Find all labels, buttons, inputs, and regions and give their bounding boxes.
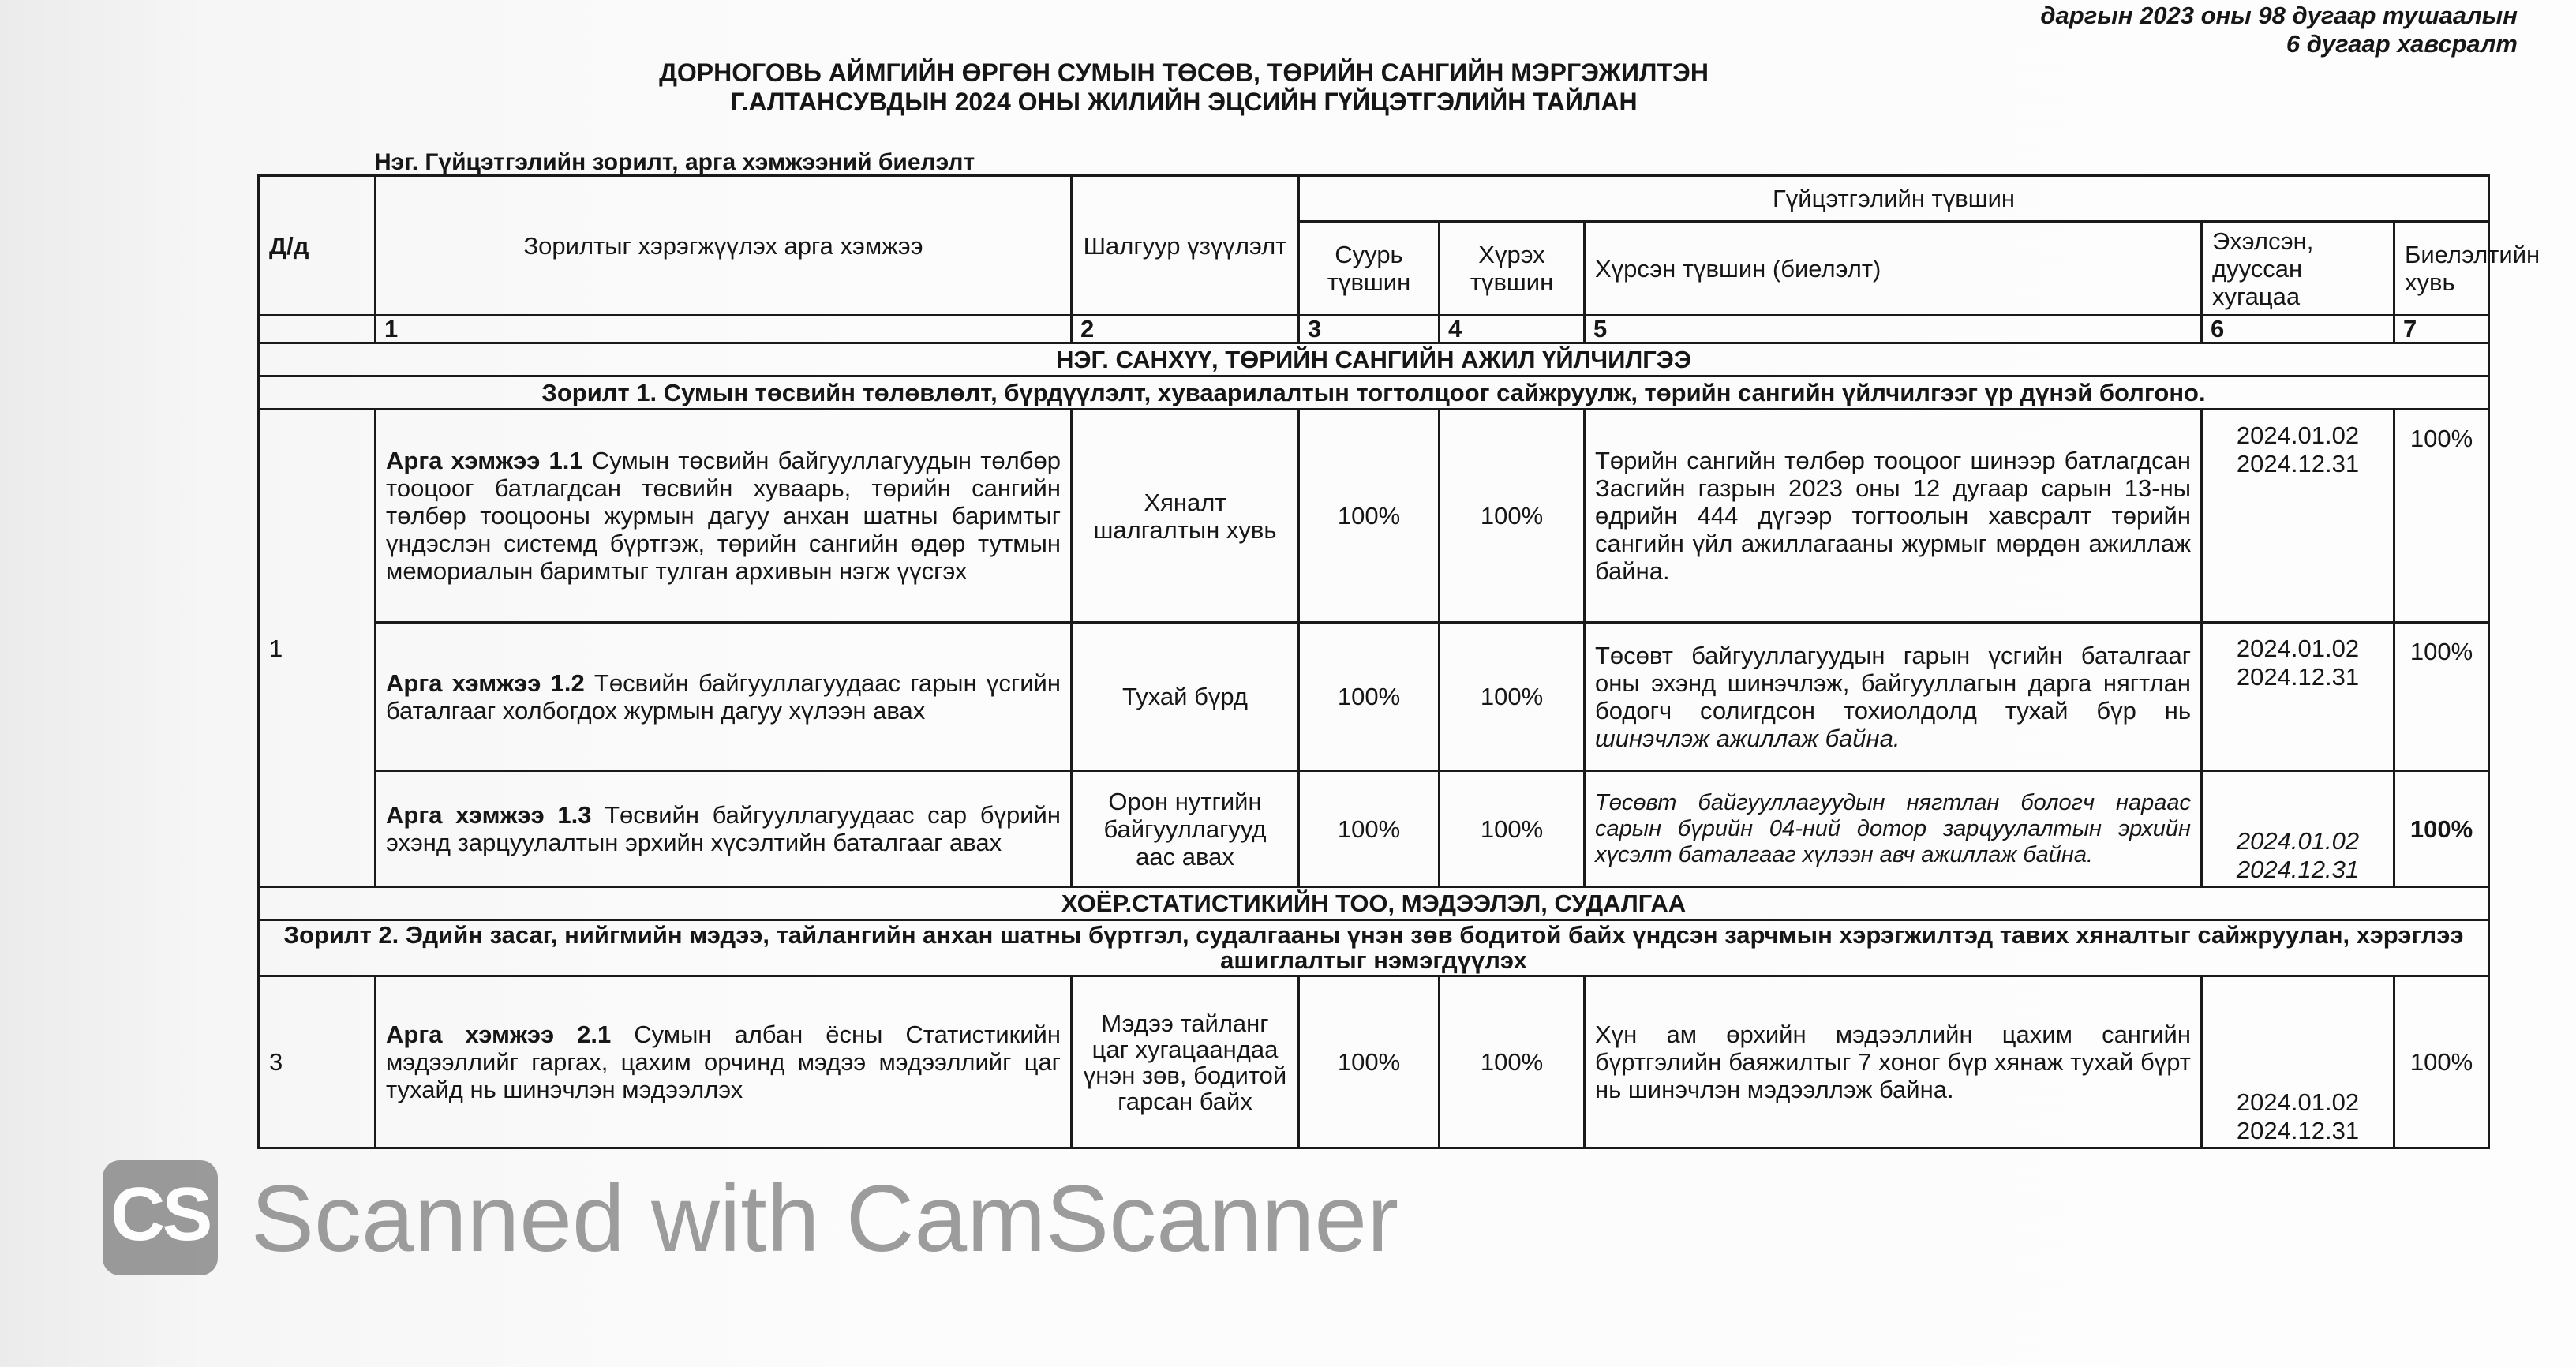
indicator-cell: Мэдээ тайланг цаг хугацаандаа үнэн зөв, бодитой гарсан байх (1072, 976, 1299, 1148)
completion-cell: 100% (2394, 410, 2489, 623)
completion-cell: 100% (2394, 976, 2489, 1148)
camscanner-watermark (103, 1160, 1399, 1279)
header-performance-level: Гүйцэтгэлийн түвшин (1299, 176, 2489, 222)
header-period: Эхэлсэн, дууссан хугацаа (2202, 222, 2394, 316)
performance-table (257, 174, 2540, 1149)
order-reference-line-2: 6 дугаар хавсралт (2286, 30, 2518, 58)
column-number: 6 (2202, 316, 2394, 343)
target-cell: 100% (1440, 410, 1585, 623)
achieved-text: Төсөвт байгууллагуудын гарын үсгийн баталгааг оны эхэнд шинэчлэж, байгууллагын дарга нягтлан бодогч солигдсон тохиолдолд тухай бүр нь (1595, 641, 2191, 725)
baseline-cell: 100% (1299, 976, 1440, 1148)
column-number: 7 (2394, 316, 2489, 343)
header-completion: Биелэлтийн хувь (2394, 222, 2489, 316)
report-title-line-2: Г.АЛТАНСУВДЫН 2024 ОНЫ ЖИЛИЙН ЭЦСИЙН ГҮЙЦЭТГЭЛИЙН ТАЙЛАН (730, 88, 1638, 116)
achieved-text: Төрийн сангийн төлбөр тооцоог шинээр батлагдсан Засгийн газрын 2023 оны 12 дугаар сарын 13-ны өдрийн 444 дүгээр тогтоолын хавсралт төрийн сангийн үйл ажиллагааны журмыг мөрдөн ажиллаж байна. (1595, 447, 2191, 585)
action-label: Арга хэмжээ 1.1 (386, 447, 583, 474)
section-heading: Нэг. Гүйцэтгэлийн зорилт, арга хэмжээний биелэлт (374, 149, 975, 175)
column-number: 1 (376, 316, 1072, 343)
header-no: Д/д (259, 176, 376, 316)
end-date: 2024.12.31 (2236, 1117, 2360, 1144)
completion-cell: 100% (2394, 771, 2489, 887)
action-label: Арга хэмжээ 1.3 (386, 801, 592, 829)
achieved-cell (1585, 976, 2202, 1148)
achieved-cell (1585, 623, 2202, 771)
start-date: 2024.01.02 (2236, 421, 2360, 449)
action-label: Арга хэмжээ 2.1 (386, 1021, 612, 1048)
target-cell: 100% (1440, 623, 1585, 771)
report-title-line-1: ДОРНОГОВЬ АЙМГИЙН ӨРГӨН СУМЫН ТӨСӨВ, ТӨРИЙН САНГИЙН МЭРГЭЖИЛТЭН (659, 58, 1709, 87)
section-band-row (259, 343, 2489, 376)
goal-1: Зорилт 1. Сумын төсвийн төлөвлөлт, бүрдүүлэлт, хуваарилалтын тогтолцоог сайжруулж, төрийн сангийн үйлчилгээг үр дүнэй болгоно. (259, 376, 2489, 410)
action-text: Төсвийн байгууллагуудаас сар бүрийн эхэнд зарцуулалтын эрхийн хүсэлтийн баталгааг авах (386, 801, 1061, 856)
achieved-text-italic: шинэчлэж ажиллаж байна. (1595, 724, 1900, 752)
table-row (259, 410, 2489, 623)
start-date: 2024.01.02 (2236, 635, 2360, 662)
camscanner-logo-text: CS (110, 1172, 210, 1257)
camscanner-watermark-text: Scanned with CamScanner (251, 1166, 1399, 1271)
header-target: Хүрэх түвшин (1440, 222, 1585, 316)
column-number-blank (259, 316, 376, 343)
action-cell (376, 771, 1072, 887)
column-number: 5 (1585, 316, 2202, 343)
period-cell (2202, 410, 2394, 623)
completion-cell: 100% (2394, 623, 2489, 771)
goal-2: Зорилт 2. Эдийн засаг, нийгмийн мэдээ, тайлангийн анхан шатны бүртгэл, судалгааны үнэн зөв бодитой байх үндсэн зарчмын хэрэгжилтэд тавих хяналтыг сайжруулан, хэрэглээ ашиглалтыг нэмэгдүүлэх (259, 920, 2489, 976)
action-cell (376, 410, 1072, 623)
table-header-row (259, 176, 2489, 222)
order-reference (2040, 2, 2518, 58)
column-number: 3 (1299, 316, 1440, 343)
action-text: Сумын албан ёсны Статистикийн мэдээллийг гаргах, цахим орчинд мэдээ мэдээллийг цаг тухайд нь шинэчлэн мэдээллэх (386, 1021, 1061, 1103)
table-row (259, 623, 2489, 771)
section-band-2: ХОЁР.СТАТИСТИКИЙН ТОО, МЭДЭЭЛЭЛ, СУДАЛГАА (259, 887, 2489, 920)
baseline-cell: 100% (1299, 623, 1440, 771)
column-number: 4 (1440, 316, 1585, 343)
section-band-row (259, 887, 2489, 920)
table-row (259, 771, 2489, 887)
table-row (259, 976, 2489, 1148)
start-date: 2024.01.02 (2236, 827, 2360, 855)
goal-row (259, 376, 2489, 410)
indicator-cell: Хяналт шалгалтын хувь (1072, 410, 1299, 623)
period-cell (2202, 623, 2394, 771)
row-number: 3 (259, 976, 376, 1148)
camscanner-logo-icon (103, 1160, 218, 1275)
achieved-text: Төсөвт байгууллагуудын нягтлан бологч нараас сарын бүрийн 04-ний дотор зарцуулалтын эрхийн хүсэлт баталгааг хүлээн авч ажиллаж байна. (1595, 789, 2191, 867)
section-band-1: НЭГ. САНХҮҮ, ТӨРИЙН САНГИЙН АЖИЛ ҮЙЛЧИЛГЭЭ (259, 343, 2489, 376)
order-reference-line-1: даргын 2023 оны 98 дугаар тушаалын (2040, 2, 2518, 29)
end-date: 2024.12.31 (2236, 856, 2360, 883)
end-date: 2024.12.31 (2236, 663, 2360, 691)
end-date: 2024.12.31 (2236, 450, 2360, 478)
action-text: Сумын төсвийн байгууллагуудын төлбөр тооцоог батлагдсан төсвийн хуваарь, төрийн сангийн төлбөр тооцооны журмын дагуу анхан шатны баримтыг үндэслэн системд бүртгэж, төрийн сангийн өдөр тутмын мемориалын баримтыг тулган архивын нэгж үүсгэх (386, 447, 1061, 585)
action-cell (376, 623, 1072, 771)
baseline-cell: 100% (1299, 410, 1440, 623)
period-cell (2202, 976, 2394, 1148)
column-number: 2 (1072, 316, 1299, 343)
header-action: Зорилтыг хэрэгжүүлэх арга хэмжээ (376, 176, 1072, 316)
target-cell: 100% (1440, 976, 1585, 1148)
achieved-text: Хүн ам өрхийн мэдээллийн цахим сангийн бүртгэлийн баяжилтыг 7 хоног бүр хянаж тухай бүрт нь шинэчлэн мэдээллэж байна. (1595, 1021, 2191, 1103)
action-cell (376, 976, 1072, 1148)
baseline-cell: 100% (1299, 771, 1440, 887)
start-date: 2024.01.02 (2236, 1088, 2360, 1116)
row-number: 1 (259, 410, 376, 887)
achieved-cell (1585, 410, 2202, 623)
header-achieved: Хүрсэн түвшин (биелэлт) (1585, 222, 2202, 316)
action-label: Арга хэмжээ 1.2 (386, 669, 585, 697)
column-number-row (259, 316, 2489, 343)
indicator-cell: Орон нутгийн байгууллагууд аас авах (1072, 771, 1299, 887)
goal-row (259, 920, 2489, 976)
header-baseline: Суурь түвшин (1299, 222, 1440, 316)
action-text: Төсвийн байгууллагуудаас гарын үсгийн баталгааг холбогдох журмын дагуу хүлээн авах (386, 669, 1061, 725)
header-indicator: Шалгуур үзүүлэлт (1072, 176, 1299, 316)
period-cell (2202, 771, 2394, 887)
target-cell: 100% (1440, 771, 1585, 887)
achieved-cell (1585, 771, 2202, 887)
report-title (237, 58, 2131, 117)
indicator-cell: Тухай бүрд (1072, 623, 1299, 771)
